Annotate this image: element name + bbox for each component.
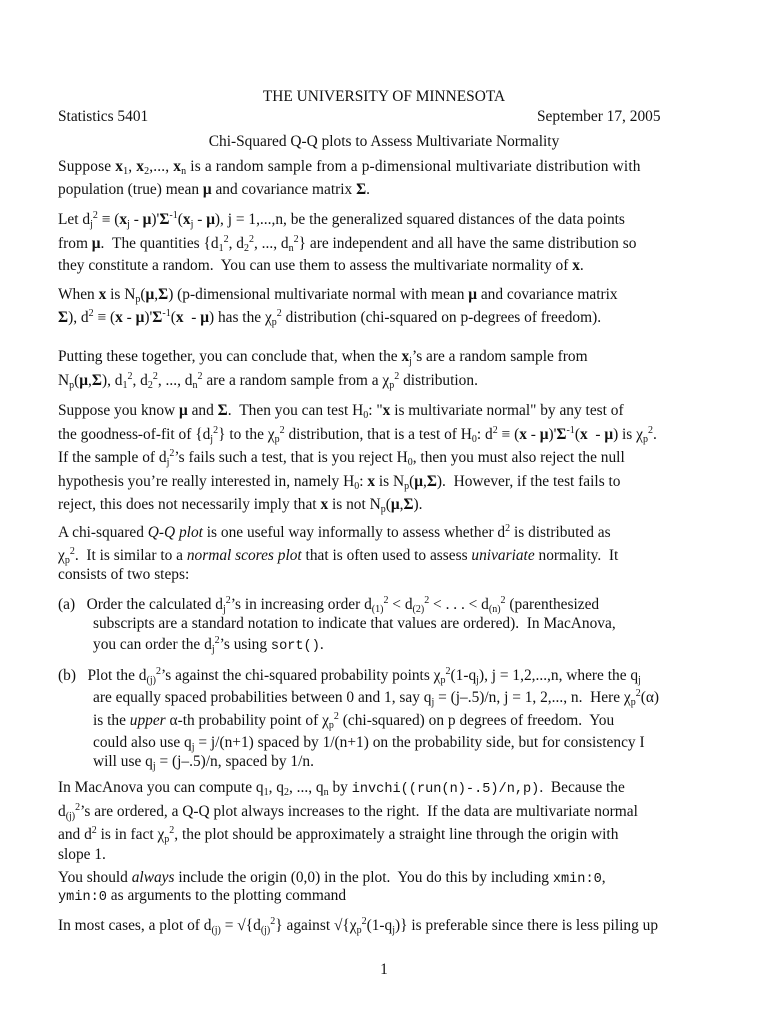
paragraph-1-line-1: Suppose $x_1$, $x_2$,..., $x_n$ is a random sample from a p-dimensional multivariate distribution with	[58, 158, 641, 177]
step-b-line-3: is the upper α-th probability point of $\chi_p^2$ (chi-squared) on p degrees of freedom. You	[93, 711, 615, 731]
paragraph-2-line-1: Let $d_j^2 \equiv (x_j - \mu)'\Sigma^{-1}(x_j - \mu)$, j = 1,...,n, be the generalized squared distances of the data points	[58, 210, 625, 230]
paragraph-4-line-2: $N_p(\mu,\Sigma)$, $d_1^2$, $d_2^2$, ..., $d_n^2$ are a random sample from a $\chi_p^2$ distribution.	[58, 371, 478, 391]
step-a-line-1: (a) Order the calculated $d_j^2’s$ in increasing order $d_{(1)}^2 < d_{(2)}^2$ < . . . < $d_{(n)}^2$ (parenthesized	[58, 595, 600, 615]
paragraph-1-line-2: population (true) mean μ and covariance matrix Σ.	[58, 181, 370, 198]
paragraph-3-line-1: When x is $N_p(\mu,\Sigma)$ (p-dimensional multivariate normal with mean μ and covariance matrix	[58, 286, 618, 305]
paragraph-6-line-3: consists of two steps:	[58, 566, 190, 583]
step-b-line-1: (b) Plot the $d_{(j)}^2’s$ against the chi-squared probability points $\chi_p^2(1-q_j)$, j = 1,2,...,n, where the $q_j$	[58, 666, 641, 686]
paragraph-5-line-2: the goodness-of-fit of $\{d_j^2\}$ to the $\chi_p^2$ distribution, that is a test of $H_0$: $d^2 \equiv (x - \mu)'\Sigma^{-1}(x - \mu)$ is $\chi_p^2$.	[58, 425, 657, 445]
paragraph-8-line-2: ymin:0 as arguments to the plotting command	[58, 887, 347, 905]
paragraph-2-line-2: from μ. The quantities {$d_1^2$, $d_2^2$, ..., $d_n^2$} are independent and all have the same distribution so	[58, 234, 637, 254]
step-a-line-2: subscripts are a standard notation to indicate that values are ordered). In MacAnova,	[93, 615, 616, 632]
course-label: Statistics 5401	[58, 108, 149, 125]
step-b-line-5: will use $q_j = (j-.5)/n$, spaced by 1/n.	[93, 753, 314, 772]
paragraph-4-line-1: Putting these together, you can conclude that, when the $x_j’s$ are a random sample from	[58, 348, 588, 367]
paragraph-3-line-2: Σ), $d^2 \equiv (x - \mu)'\Sigma^{-1}(x - \mu)$ has the $\chi_p^2$ distribution (chi-squared on p-degrees of freedom).	[58, 308, 602, 328]
step-b-line-2: are equally spaced probabilities between 0 and 1, say $q_j = (j-.5)/n$, j = 1, 2,..., n. Here $\chi_p^2(\alpha)$	[93, 688, 660, 708]
page-number: 1	[380, 961, 388, 978]
paragraph-7-line-1: In MacAnova you can compute $q_1$, $q_2$, ..., $q_n$ by invchi((run(n)-.5)/n,p). Because the	[58, 779, 625, 798]
step-b-line-4: could also use $q_j = j/(n+1)$ spaced by 1/(n+1) on the probability side, but for consistency I	[93, 734, 645, 753]
document-title: Chi-Squared Q-Q plots to Assess Multivariate Normality	[208, 133, 560, 150]
paragraph-7-line-3: and $d^2$ is in fact $\chi_p^2$, the plot should be approximately a straight line through the origin with	[58, 825, 619, 845]
paragraph-7-line-2: $d_{(j)}^2’s$ are ordered, a Q-Q plot always increases to the right. If the data are multivariate normal	[58, 802, 638, 822]
paragraph-5-line-5: reject, this does not necessarily imply that x is not $N_p(\mu,\Sigma)$.	[58, 496, 423, 515]
paragraph-8-line-1: You should always include the origin (0,0) in the plot. You do this by including xmin:0,	[58, 869, 606, 887]
paragraph-7-line-4: slope 1.	[58, 846, 106, 863]
paragraph-5-line-4: hypothesis you’re really interested in, namely $H_0$: x is $N_p(\mu,\Sigma)$. However, if the test fails to	[58, 473, 621, 492]
paragraph-6-line-1: A chi-squared Q-Q plot is one useful way informally to assess whether $d^2$ is distributed as	[58, 523, 611, 541]
date-label: September 17, 2005	[537, 108, 661, 125]
paragraph-6-line-2: $\chi_p^2$. It is similar to a normal scores plot that is often used to assess univariate normality. It	[58, 546, 619, 566]
paragraph-2-line-3: they constitute a random. You can use them to assess the multivariate normality of x.	[58, 257, 584, 274]
paragraph-5-line-1: Suppose you know μ and Σ. Then you can test $H_0$: "x is multivariate normal" by any test of	[58, 402, 624, 421]
institution-heading: THE UNIVERSITY OF MINNESOTA	[262, 88, 506, 105]
paragraph-5-line-3: If the sample of $d_j^2’s$ fails such a test, that is you reject $H_0$, then you must also reject the null	[58, 448, 625, 468]
paragraph-9-line-1: In most cases, a plot of $d_{(j)} = √\{d_{(j)}^2\}$ against $√\{\chi_p^2(1-q_j)\}$ is preferable since there is less piling up	[58, 916, 659, 936]
step-a-line-3: you can order the $d_j^2’s$ using sort().	[93, 635, 324, 655]
